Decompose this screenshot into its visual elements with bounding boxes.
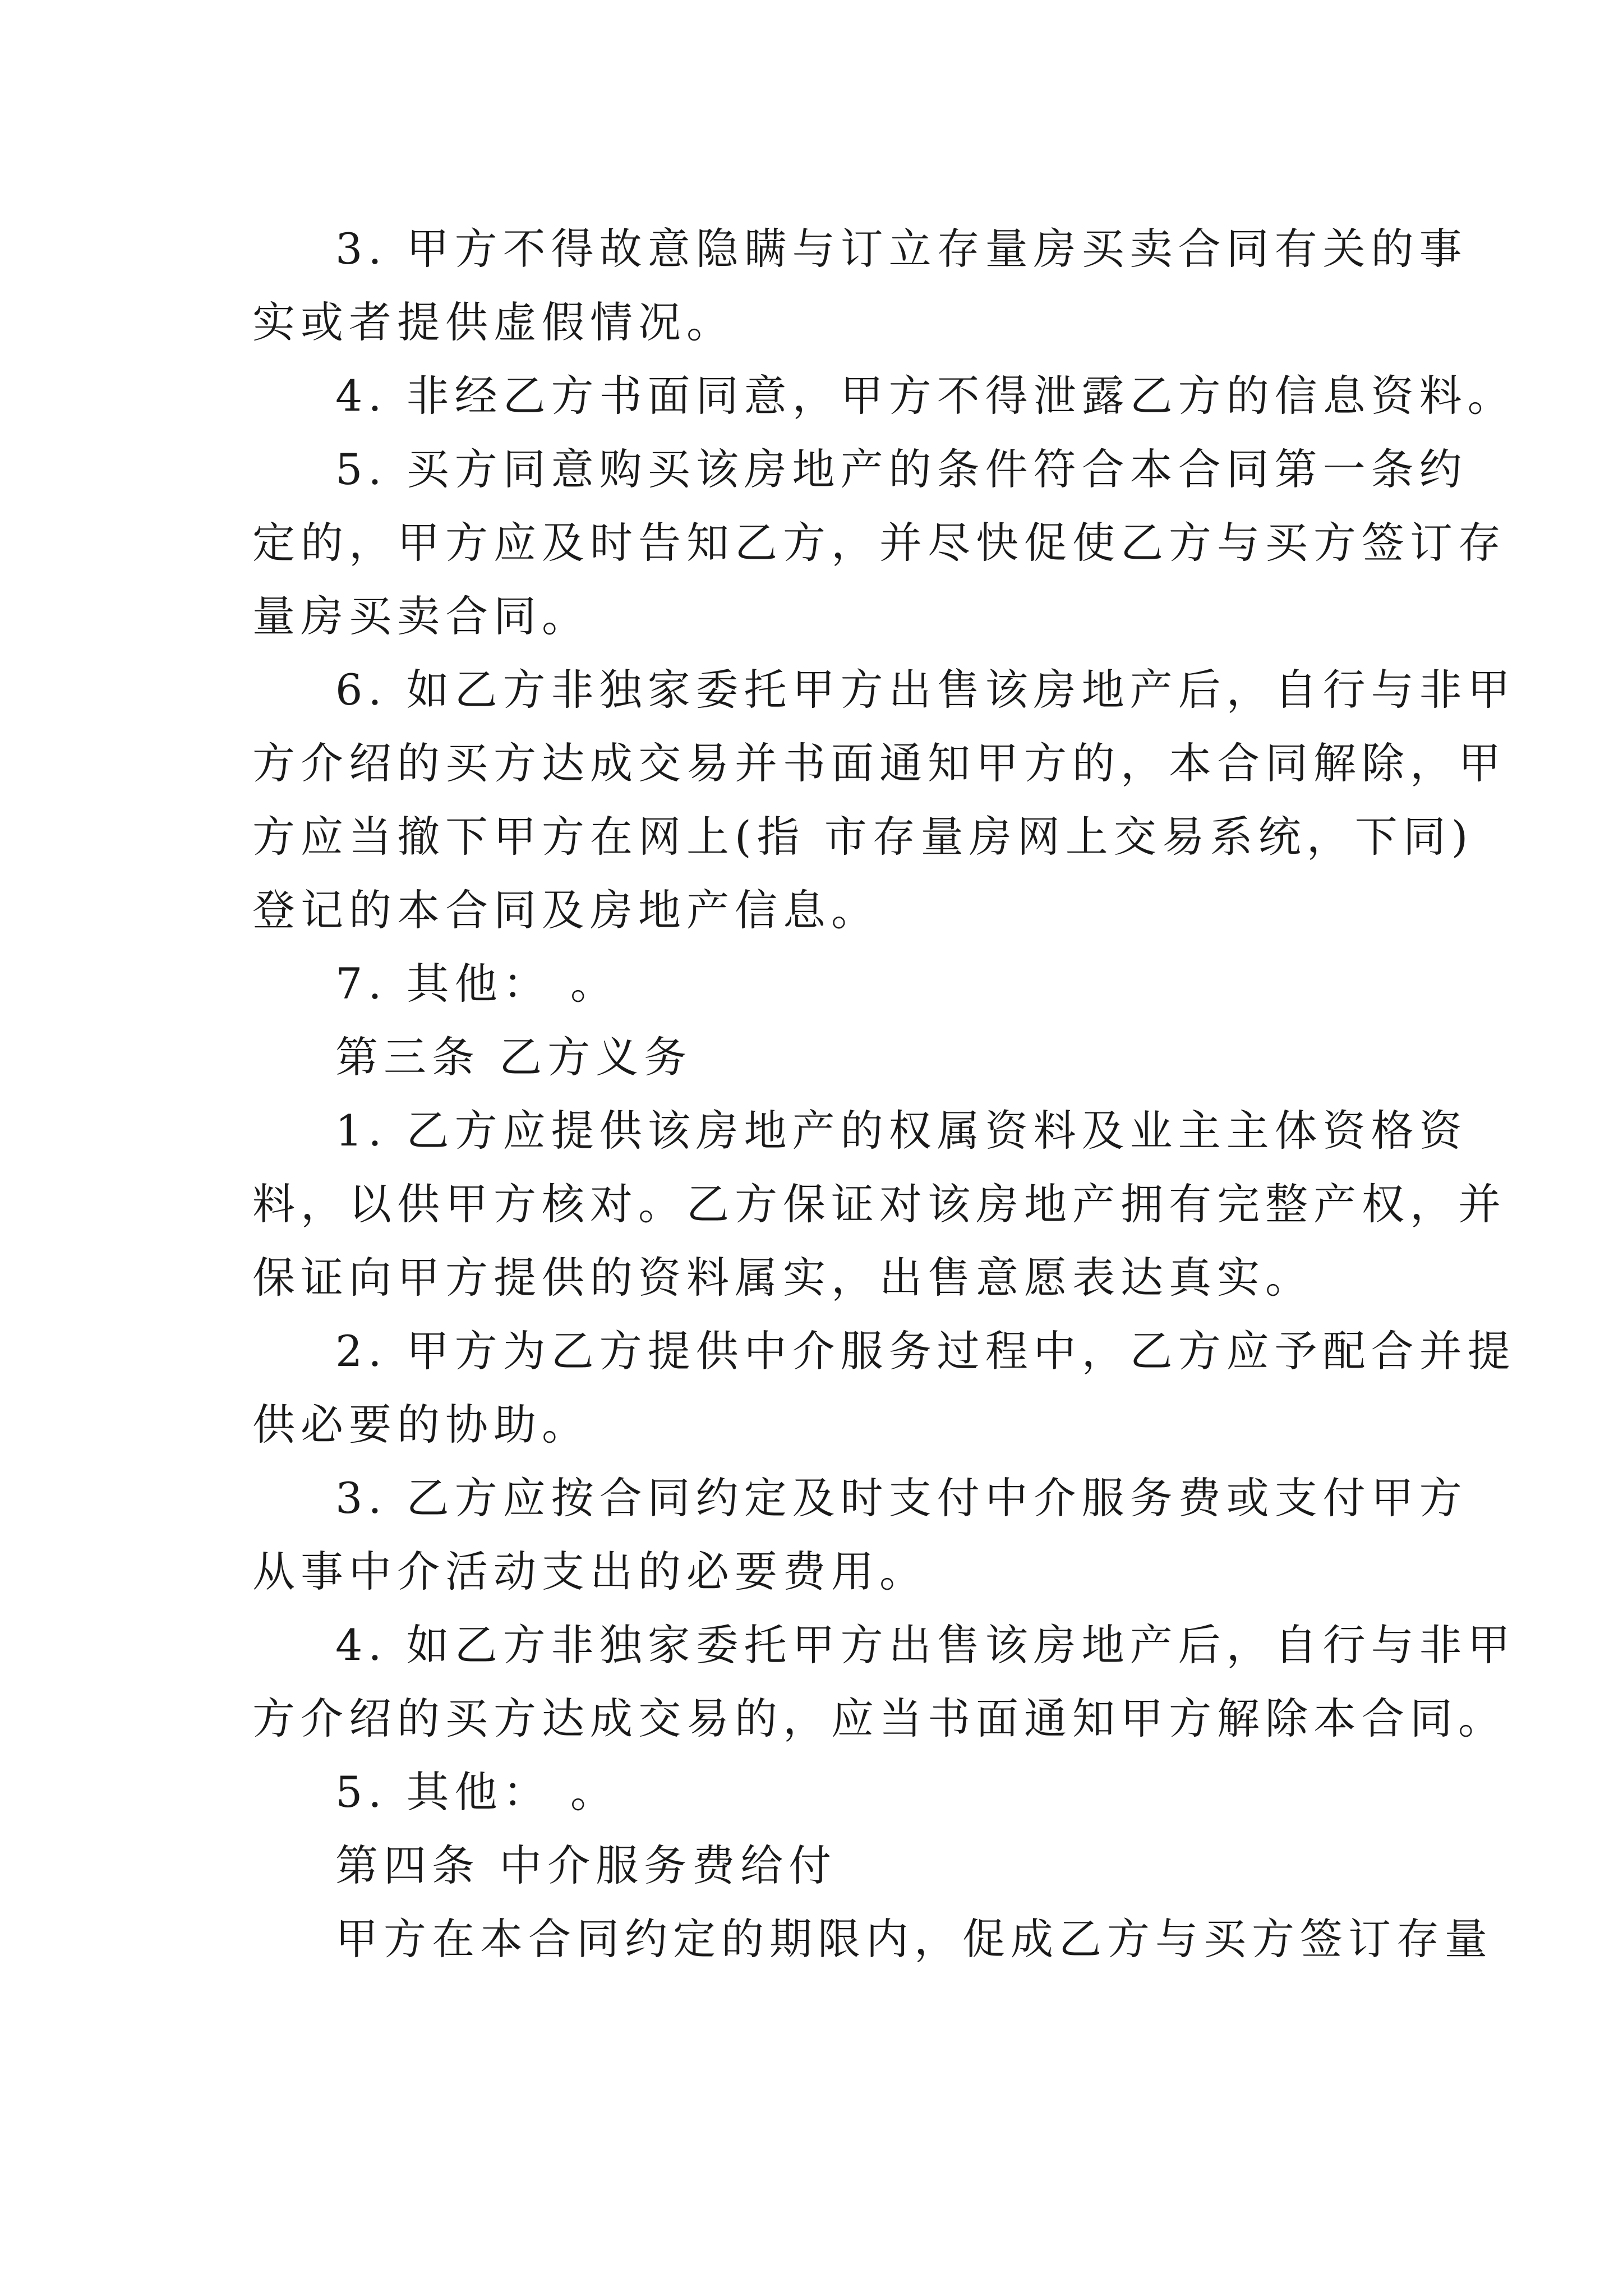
text-line: 7. 其他： 。: [335, 959, 619, 1009]
text-line: 3. 甲方不得故意隐瞒与订立存量房买卖合同有关的事: [335, 224, 1468, 274]
text-line: 实或者提供虚假情况。: [252, 297, 735, 347]
text-line: 方介绍的买方达成交易并书面通知甲方的，本合同解除，甲: [252, 738, 1506, 788]
text-line: 6. 如乙方非独家委托甲方出售该房地产后，自行与非甲: [335, 665, 1516, 715]
text-line: 4. 如乙方非独家委托甲方出售该房地产后，自行与非甲: [335, 1620, 1516, 1670]
text-line: 2. 甲方为乙方提供中介服务过程中，乙方应予配合并提: [335, 1326, 1516, 1376]
text-line: 保证向甲方提供的资料属实，出售意愿表达真实。: [252, 1253, 1313, 1303]
text-line: 4. 非经乙方书面同意，甲方不得泄露乙方的信息资料。: [335, 371, 1516, 421]
text-line: 3. 乙方应按合同约定及时支付中介服务费或支付甲方: [335, 1473, 1468, 1523]
text-line: 定的，甲方应及时告知乙方，并尽快促使乙方与买方签订存: [252, 518, 1506, 568]
text-line: 量房买卖合同。: [252, 591, 590, 641]
section-heading: 第三条 乙方义务: [335, 1032, 693, 1082]
document-body: [252, 212, 1516, 1976]
section-heading: 第四条 中介服务费给付: [335, 1841, 837, 1890]
text-line: 方介绍的买方达成交易的，应当书面通知甲方解除本合同。: [252, 1694, 1506, 1743]
text-line: 登记的本合同及房地产信息。: [252, 885, 879, 935]
text-line: 5. 买方同意购买该房地产的条件符合本合同第一条约: [335, 444, 1468, 494]
text-line: 甲方在本合同约定的期限内，促成乙方与买方签订存量: [335, 1914, 1493, 1964]
text-line: 从事中介活动支出的必要费用。: [252, 1547, 928, 1596]
text-line: 料，以供甲方核对。乙方保证对该房地产拥有完整产权，并: [252, 1179, 1506, 1229]
text-line: 方应当撤下甲方在网上(指 市存量房网上交易系统，下同): [252, 812, 1474, 862]
text-line: 1. 乙方应提供该房地产的权属资料及业主主体资格资: [335, 1106, 1468, 1156]
text-line: 5. 其他： 。: [335, 1767, 619, 1817]
text-line: 供必要的协助。: [252, 1400, 590, 1450]
